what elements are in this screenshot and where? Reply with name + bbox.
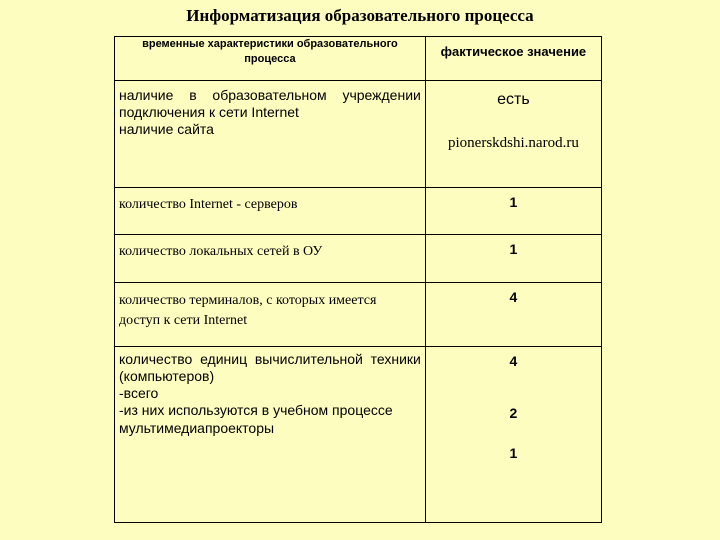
row-label-internet-connection: наличие в образовательном учреждении подключения к сети Internet (119, 87, 421, 120)
header-characteristics: временные характеристики образовательного процесса (115, 37, 426, 81)
row-value-projectors: 1 (509, 445, 518, 461)
row-label-website: наличие сайта (119, 121, 214, 137)
info-table (114, 36, 602, 523)
row-value-internet-servers: 1 (425, 188, 601, 235)
row-value-computers-education: 2 (509, 405, 518, 421)
row-value-local-networks: 1 (425, 235, 601, 283)
row-value-computers-total: 4 (509, 353, 518, 369)
row-value-website: pionerskdshi.narod.ru (448, 135, 579, 151)
row-label-computers: количество единиц вычислительной техники (компьютеров) (119, 351, 421, 384)
row-label-local-networks: количество локальных сетей в ОУ (115, 235, 426, 283)
row-label-computers-education: -из них используются в учебном процессе (119, 402, 393, 418)
header-actual-value: фактическое значение (425, 37, 601, 81)
row-label-terminals: количество терминалов, с которых имеется доступ к сети Internet (115, 283, 426, 347)
table-row (115, 283, 602, 347)
row-value-terminals: 4 (425, 283, 601, 347)
table-row (115, 81, 602, 188)
table-row (115, 235, 602, 283)
row-label-computers-total: -всего (119, 385, 159, 401)
row-label-internet-servers: количество Internet - серверов (115, 188, 426, 235)
row-label-projectors: мультимедиапроекторы (119, 420, 275, 436)
table-row (115, 188, 602, 235)
page-title: Информатизация образовательного процесса (186, 6, 534, 25)
table-header-row (115, 37, 602, 81)
table-row (115, 347, 602, 523)
row-value-internet-connection: есть (497, 91, 530, 108)
